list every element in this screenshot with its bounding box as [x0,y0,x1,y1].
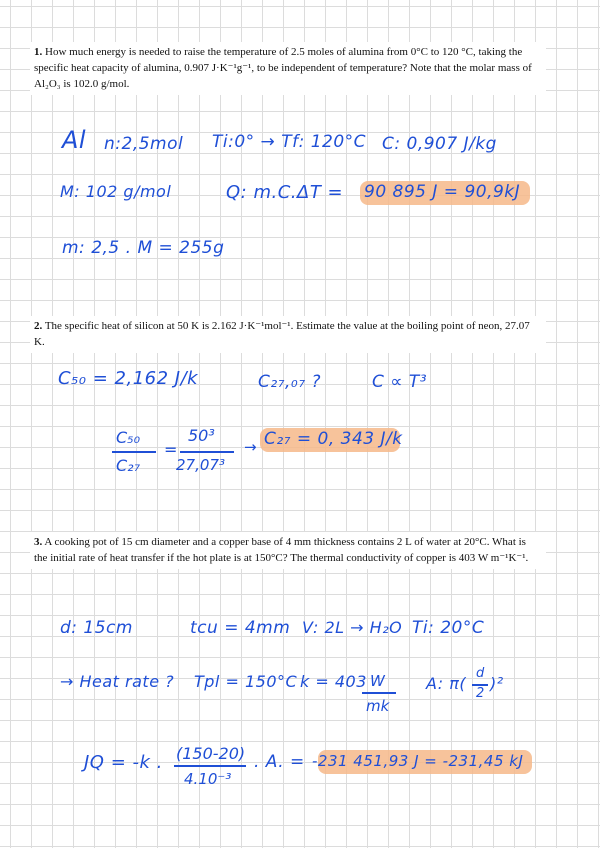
note-al: Al [62,126,87,154]
ratio-t-bar [180,451,234,453]
question-text: The specific heat of silicon at 50 K is 2.162 J·K⁻¹mol⁻¹. Estimate the value at the boiling point of neon, 27.07 K. [34,320,530,348]
question-text: A cooking pot of 15 cm diameter and a copper base of 4 mm thickness contains 2 L of water at 20°C. What is the initial rate of heat transfer if the hot plate is at 150°C? The thermal conductivity of copper is 403 W m⁻¹K⁻¹. [34,536,529,564]
note-c27-question: C₂₇,₀₇ ? [258,372,321,392]
note-thickness: tcu = 4mm [190,618,291,638]
area-close: )² [490,674,504,693]
ratio-t-denominator: 27,07³ [176,456,225,474]
note-jq-mid: . A. = [254,752,305,772]
note-heat-rate: → Heat rate ? [60,672,175,691]
note-initial-temp: Ti: 20°C [412,618,485,638]
note-mass: m: 2,5 . M = 255g [62,238,225,258]
question-2 [30,316,546,353]
note-jq: JQ = -k . [84,752,163,773]
question-text: How much energy is needed to raise the temperature of 2.5 moles of alumina from 0°C to 120 °C, taking the specific heat capacity of alumina, 0.907 J·K⁻¹g⁻¹, to be independent of temperature? Note that the molar mass of Al₂O₃ is 102.0 g/mol. [34,46,532,90]
k-unit-numerator: W [370,672,385,690]
note-q-formula: Q: m.C.ΔT = [226,182,344,203]
ratio-t-numerator: 50³ [188,426,215,445]
note-conductivity: k = 403 [300,672,367,691]
note-q-result: 90 895 J = 90,9kJ [364,182,521,202]
k-unit-bar [362,692,396,694]
note-heat-capacity: C: 0,907 J/kg [382,134,497,154]
area-numerator: d [476,666,485,681]
note-jq-result: -231 451,93 J = -231,45 kJ [312,752,524,770]
ratio-c-denominator: C₂₇ [116,456,140,475]
note-area: A: π( [426,674,467,693]
k-unit-denominator: mk [366,697,390,715]
question-3 [30,532,546,569]
note-moles: n:2,5mol [104,134,184,154]
question-number: 1. [34,46,43,58]
ratio-arrow: → [244,438,258,456]
ratio-equals: = [164,440,178,459]
question-number: 3. [34,536,43,548]
jq-denominator: 4.10⁻³ [184,770,232,788]
note-volume: V: 2L → H₂O [302,618,403,637]
area-denominator: 2 [476,686,485,701]
note-c50: C₅₀ = 2,162 J/k [58,368,199,389]
ratio-c-numerator: C₅₀ [116,428,140,447]
question-number: 2. [34,320,43,332]
note-molar-mass: M: 102 g/mol [60,182,172,201]
note-diameter: d: 15cm [60,618,133,638]
note-temps: Ti:0° → Tf: 120°C [212,132,367,152]
ratio-c-bar [112,451,156,453]
question-1 [30,42,546,95]
note-c27-result: C₂₇ = 0, 343 J/k [264,429,403,449]
note-plate-temp: Tpl = 150°C [194,672,298,691]
jq-numerator: (150-20) [176,744,246,763]
jq-bar [174,765,246,767]
note-proportionality: C ∝ T³ [372,372,428,392]
